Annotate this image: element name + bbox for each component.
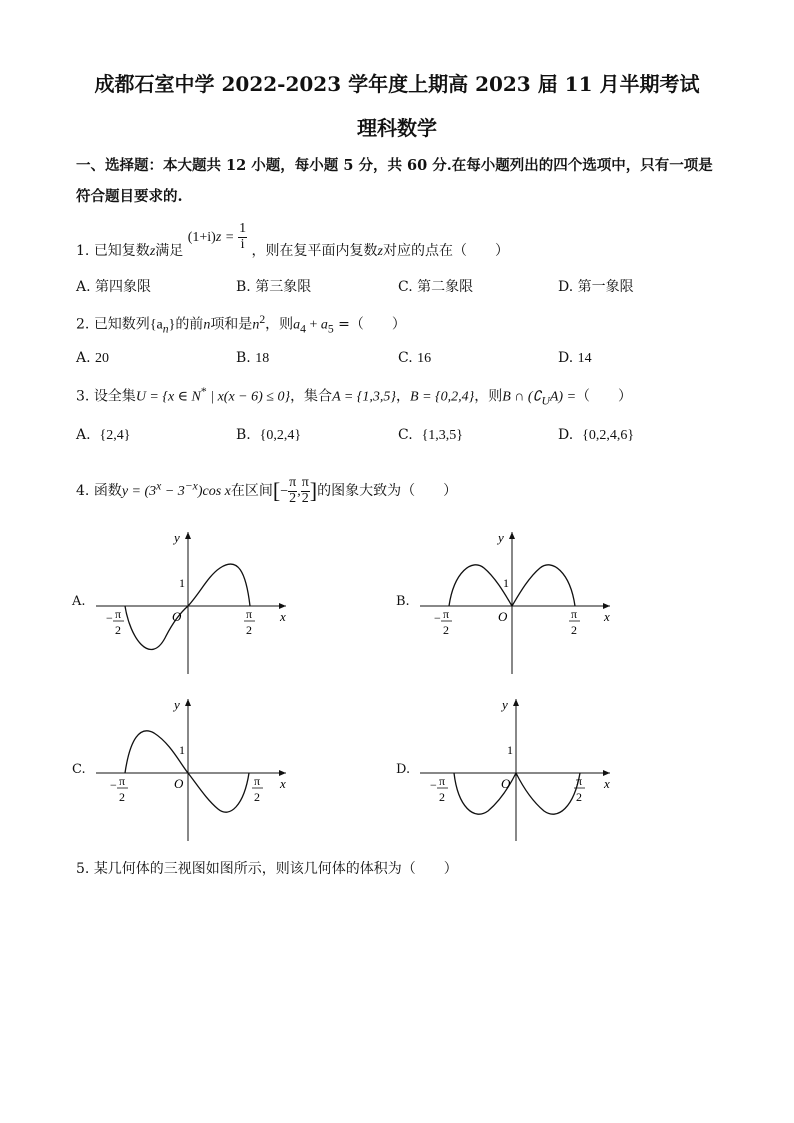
question-text: 设全集 [93, 388, 136, 405]
star: * [200, 385, 207, 398]
expression: A) = [549, 389, 577, 405]
frac-den: i [240, 236, 245, 252]
frac-den: 2 [301, 490, 309, 506]
y-axis-arrow [513, 699, 519, 706]
option-d[interactable] [558, 427, 634, 444]
var-a: a [293, 317, 301, 333]
option-letter: C. [398, 427, 413, 443]
pi-den: 2 [571, 623, 577, 637]
set-u-cond: | x(x − 6) ≤ 0} [206, 389, 291, 405]
option-a[interactable] [76, 427, 130, 444]
eq-z: z [215, 230, 222, 246]
exponent: −x [184, 479, 198, 493]
option-letter: B. [236, 427, 251, 443]
pi-den: 2 [246, 623, 252, 637]
pi-num: π [119, 774, 126, 788]
curve [125, 731, 249, 812]
option-c[interactable] [398, 350, 431, 367]
option-d[interactable] [558, 350, 592, 367]
y-axis-arrow [509, 532, 515, 539]
page-subtitle: 理科数学 [357, 116, 437, 140]
option-letter: C. [398, 350, 413, 366]
curve [454, 773, 583, 814]
y-label: y [498, 530, 504, 545]
bracket-open: [ [272, 478, 281, 504]
option-c[interactable] [398, 427, 463, 444]
pi-num: π [443, 607, 450, 621]
question-number: 4. [76, 483, 90, 500]
graph-label-c[interactable]: C. [72, 762, 86, 777]
question-4 [76, 476, 457, 506]
comma: , [297, 484, 301, 500]
question-number: 2. [76, 316, 90, 333]
neg-sign: − [430, 778, 437, 792]
var-n: n [203, 317, 211, 333]
set-u: U = {x ∈ N [135, 389, 201, 405]
question-5 [76, 858, 458, 878]
seq-close: } [168, 317, 176, 333]
graph-label-b[interactable]: B. [396, 594, 410, 609]
option-letter: B. [236, 350, 251, 366]
pi-num: π [576, 774, 583, 788]
eq-sign: = [225, 230, 234, 246]
question-text: 项和是 [210, 316, 253, 333]
option-text: 14 [577, 351, 592, 366]
frac-num: π [301, 475, 309, 490]
question-text: =（ ） [333, 316, 406, 333]
option-text: {1,3,5} [421, 428, 464, 443]
tick-one: 1 [503, 576, 509, 590]
option-text: {0,2,4} [259, 428, 302, 443]
question-3 [76, 385, 632, 407]
section-heading: 一、选择题：本大题共 12 小题，每小题 5 分，共 60 分.在每小题列出的四个选项中，只有一项是符合题目要求的. [76, 157, 713, 205]
option-text: {2,4} [99, 428, 131, 443]
question-text: 在区间 [230, 483, 273, 500]
fraction [238, 222, 247, 252]
subscript: U [541, 394, 550, 408]
plus-sign: + [305, 317, 321, 333]
minus-sign: − [280, 484, 289, 500]
var-z: z [149, 244, 156, 260]
option-d[interactable] [558, 276, 634, 296]
option-letter: C. [398, 279, 413, 295]
graph-c[interactable] [90, 695, 300, 845]
pi-den: 2 [576, 790, 582, 804]
function-expr: y = (3 [121, 484, 157, 500]
function-expr: )cos x [197, 484, 231, 500]
option-b[interactable] [236, 350, 269, 367]
question-text: ，则 [474, 388, 503, 405]
pi-den: 2 [254, 790, 260, 804]
question-text: 某几何体的三视图如图所示，则该几何体的体积为（ ） [93, 861, 458, 877]
option-letter: A. [76, 279, 91, 295]
tick-one: 1 [507, 743, 513, 757]
y-label: y [174, 530, 180, 545]
set-b: B = {0,2,4} [410, 389, 475, 405]
question-text: 的前 [175, 316, 204, 333]
y-label: y [502, 697, 508, 712]
x-label: x [604, 609, 610, 624]
pi-den: 2 [443, 623, 449, 637]
option-text: 16 [417, 351, 432, 366]
option-text: 第二象限 [417, 279, 474, 295]
option-a[interactable] [76, 350, 109, 367]
tick-one: 1 [179, 743, 185, 757]
var-n: n [252, 317, 260, 333]
origin-label: O [501, 776, 511, 791]
seq-open: {a [149, 317, 163, 333]
neg-sign: − [434, 611, 441, 625]
tick-one: 1 [179, 576, 185, 590]
subscript: 4 [300, 322, 306, 336]
y-label: y [174, 697, 180, 712]
question-text: ，集合 [290, 388, 333, 405]
origin-label: O [498, 609, 508, 624]
option-b[interactable] [236, 427, 301, 444]
pi-den: 2 [119, 790, 125, 804]
page-title: 成都石室中学 2022-2023 学年度上期高 2023 届 11 月半期考试 [94, 72, 700, 96]
exponent: x [156, 479, 162, 493]
question-number: 1. [76, 243, 90, 260]
graph-label-a[interactable]: A. [72, 594, 86, 609]
question-text: （ ） [576, 388, 633, 405]
graph-label-d[interactable]: D. [396, 762, 411, 777]
option-text: {0,2,4,6} [582, 428, 635, 443]
option-text: 18 [255, 351, 270, 366]
option-b[interactable] [236, 276, 311, 296]
neg-sign: − [110, 778, 117, 792]
subscript: 5 [327, 322, 334, 336]
var-z: z [377, 244, 383, 260]
origin-label: O [172, 609, 182, 624]
option-letter: B. [236, 279, 251, 295]
pi-num: π [254, 774, 261, 788]
graph-a[interactable] [90, 528, 300, 678]
option-text: 第一象限 [577, 279, 634, 295]
separator: ， [396, 388, 411, 405]
y-axis-arrow [185, 699, 191, 706]
question-text: 函数 [93, 483, 122, 500]
pi-den: 2 [439, 790, 445, 804]
option-c[interactable] [398, 276, 473, 296]
neg-sign: − [106, 611, 113, 625]
option-text: 20 [95, 351, 110, 366]
question-text: 已知复数 [93, 243, 150, 260]
option-letter: D. [558, 427, 574, 443]
pi-num: π [571, 607, 578, 621]
question-text: 对应的点在（ ） [383, 243, 509, 260]
var-a: a [320, 317, 328, 333]
question-number: 3. [76, 388, 90, 405]
frac-num: 1 [239, 221, 247, 236]
expression: B ∩ (∁ [502, 389, 542, 405]
option-letter: D. [558, 350, 574, 366]
option-letter: A. [76, 427, 91, 443]
graph-b[interactable] [414, 528, 624, 678]
option-text: 第四象限 [95, 279, 152, 295]
pi-den: 2 [115, 623, 121, 637]
x-label: x [604, 776, 610, 791]
pi-num: π [246, 607, 253, 621]
question-text: ，则 [265, 316, 294, 333]
x-label: x [280, 776, 286, 791]
question-text: 满足 [155, 243, 184, 260]
pi-num: π [115, 607, 122, 621]
eq-left: (1+i) [187, 230, 216, 246]
frac-num: π [289, 475, 297, 490]
equation [187, 221, 252, 252]
bracket-close: ] [309, 478, 318, 504]
question-1 [76, 221, 509, 266]
option-letter: A. [76, 350, 91, 366]
function-expr: − 3 [161, 484, 185, 500]
frac-den: 2 [289, 490, 297, 506]
question-text: ，则在复平面内复数 [251, 243, 378, 260]
exponent: 2 [259, 313, 266, 326]
option-letter: D. [558, 279, 574, 295]
seq-sub: n [162, 322, 169, 336]
fraction [301, 476, 310, 506]
fraction [288, 476, 297, 506]
pi-num: π [439, 774, 446, 788]
origin-label: O [174, 776, 184, 791]
set-a: A = {1,3,5} [332, 389, 397, 405]
question-text: 的图象大致为（ ） [317, 483, 458, 500]
question-2 [76, 313, 406, 335]
option-a[interactable] [76, 276, 151, 296]
option-text: 第三象限 [255, 279, 312, 295]
question-number: 5. [76, 861, 90, 877]
graph-d[interactable] [414, 695, 624, 845]
y-axis-arrow [185, 532, 191, 539]
x-label: x [280, 609, 286, 624]
question-text: 已知数列 [93, 316, 150, 333]
